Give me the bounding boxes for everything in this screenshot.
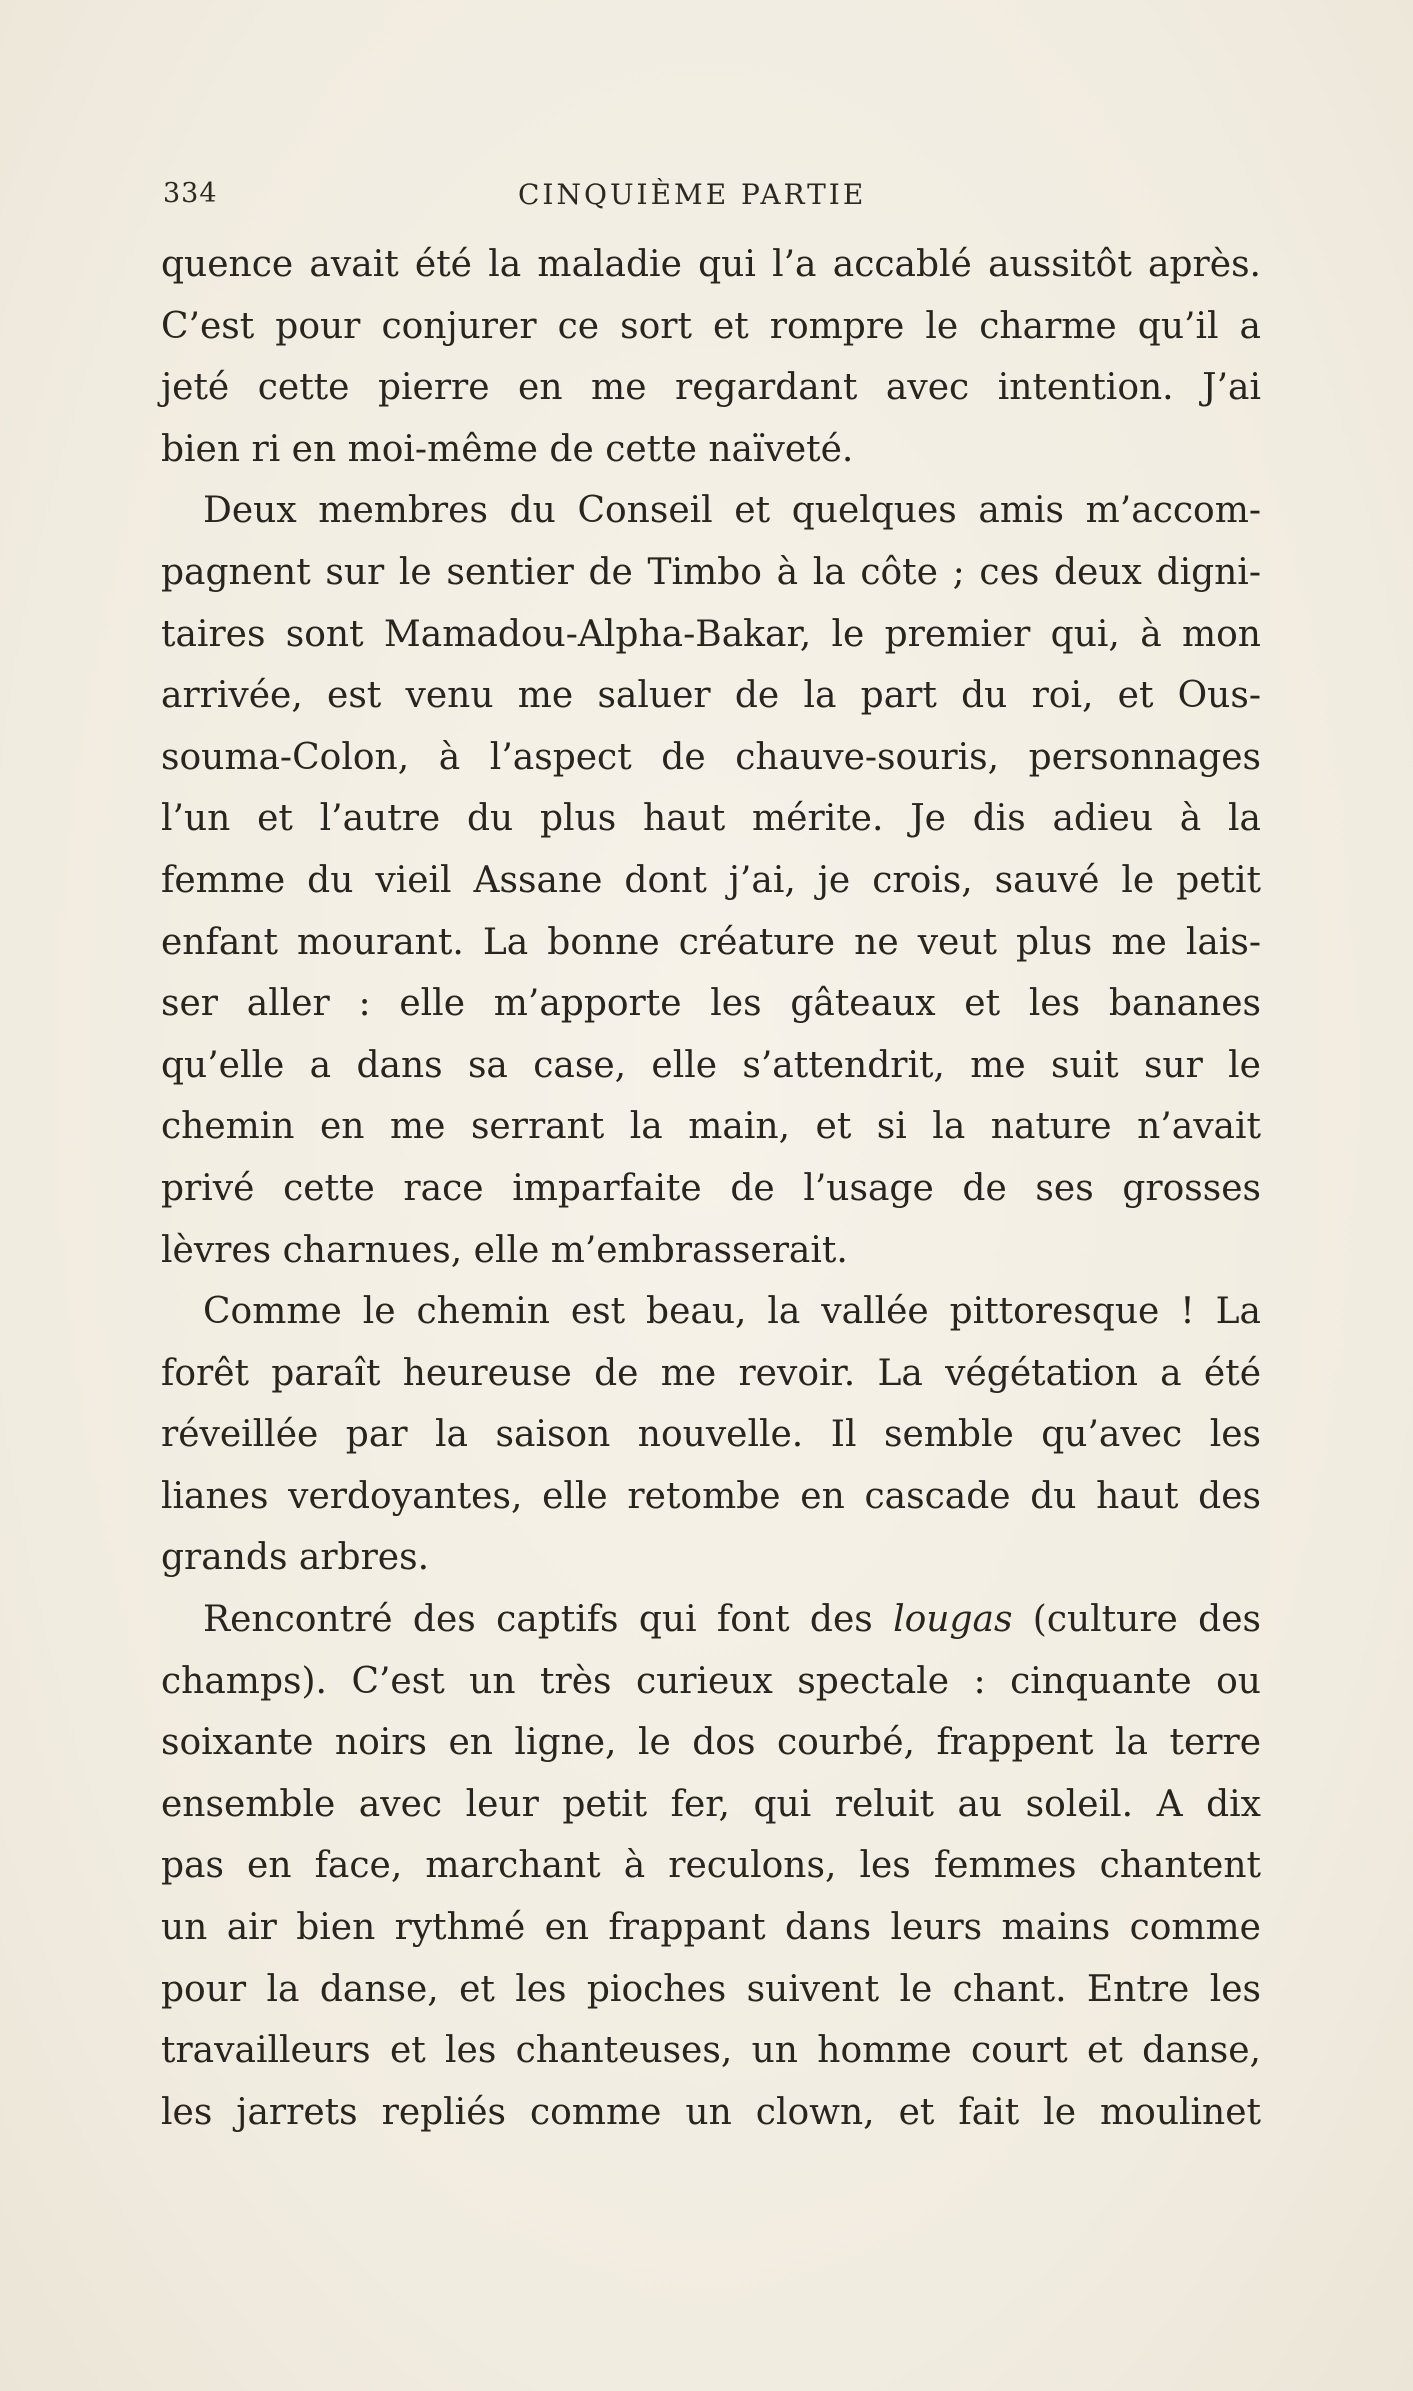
text-line: qu’elle a dans sa case, elle s’attendrit, me suit sur le: [161, 1044, 1261, 1086]
text-line: enfant mourant. La bonne créature ne veut plus me lais-: [161, 921, 1261, 963]
text-line: grands arbres.: [161, 1537, 430, 1579]
text-line: bien ri en moi-même de cette naïveté.: [161, 428, 854, 470]
text-line: les jarrets repliés comme un clown, et fait le moulinet: [161, 2091, 1261, 2133]
text-line: ser aller : elle m’apporte les gâteaux et les bananes: [161, 983, 1261, 1025]
text-line: lianes verdoyantes, elle retombe en cascade du haut des: [161, 1475, 1261, 1517]
text-line: [161, 1589, 1261, 1651]
text-line: C’est pour conjurer ce sort et rompre le charme qu’il a: [161, 305, 1261, 347]
text-line: un air bien rythmé en frappant dans leurs mains comme: [161, 1907, 1261, 1949]
text-line: soixante noirs en ligne, le dos courbé, frappent la terre: [161, 1722, 1261, 1764]
paragraph-3: [161, 1281, 1261, 1589]
text-line: femme du vieil Assane dont j’ai, je crois, sauvé le petit: [161, 859, 1261, 901]
text-line: quence avait été la maladie qui l’a accablé aussitôt après.: [161, 244, 1261, 285]
paragraph-1: [161, 234, 1261, 480]
text-line: taires sont Mamadou-Alpha-Bakar, le premier qui, à mon: [161, 613, 1261, 655]
text-line: Deux membres du Conseil et quelques amis m’accom-: [203, 490, 1261, 532]
text-line: Comme le chemin est beau, la vallée pittoresque ! La: [203, 1291, 1261, 1333]
italic-term: lougas: [893, 1599, 1013, 1641]
text-run: Rencontré des captifs qui font des: [203, 1599, 894, 1641]
text-line: pas en face, marchant à reculons, les femmes chantent: [161, 1845, 1261, 1887]
running-head: [163, 178, 1260, 218]
body-text: [161, 234, 1261, 2143]
paragraph-4: [161, 1589, 1261, 2143]
page-number: 334: [163, 178, 218, 209]
paragraph-2: [161, 480, 1261, 1281]
text-line: arrivée, est venu me saluer de la part du roi, et Ous-: [161, 675, 1261, 717]
text-line: jeté cette pierre en me regardant avec intention. J’ai: [161, 367, 1261, 409]
section-title: CINQUIÈME PARTIE: [518, 178, 867, 211]
text-line: lèvres charnues, elle m’embrasserait.: [161, 1229, 848, 1271]
text-line: ensemble avec leur petit fer, qui reluit au soleil. A dix: [161, 1783, 1261, 1825]
text-line: chemin en me serrant la main, et si la nature n’avait: [161, 1106, 1261, 1148]
text-line: réveillée par la saison nouvelle. Il semble qu’avec les: [161, 1414, 1261, 1456]
text-line: privé cette race imparfaite de l’usage de ses grosses: [161, 1167, 1261, 1209]
text-line: l’un et l’autre du plus haut mérite. Je dis adieu à la: [161, 798, 1261, 840]
text-line: forêt paraît heureuse de me revoir. La végétation a été: [161, 1352, 1261, 1394]
text-line: pour la danse, et les pioches suivent le chant. Entre les: [161, 1968, 1261, 2010]
text-line: pagnent sur le sentier de Timbo à la côte ; ces deux digni-: [161, 551, 1261, 593]
text-line: travailleurs et les chanteuses, un homme court et danse,: [161, 2030, 1261, 2072]
text-line: souma-Colon, à l’aspect de chauve-souris, personnages: [161, 736, 1261, 778]
text-run: (culture des: [1012, 1599, 1261, 1641]
text-line: champs). C’est un très curieux spectale : cinquante ou: [161, 1660, 1261, 1702]
